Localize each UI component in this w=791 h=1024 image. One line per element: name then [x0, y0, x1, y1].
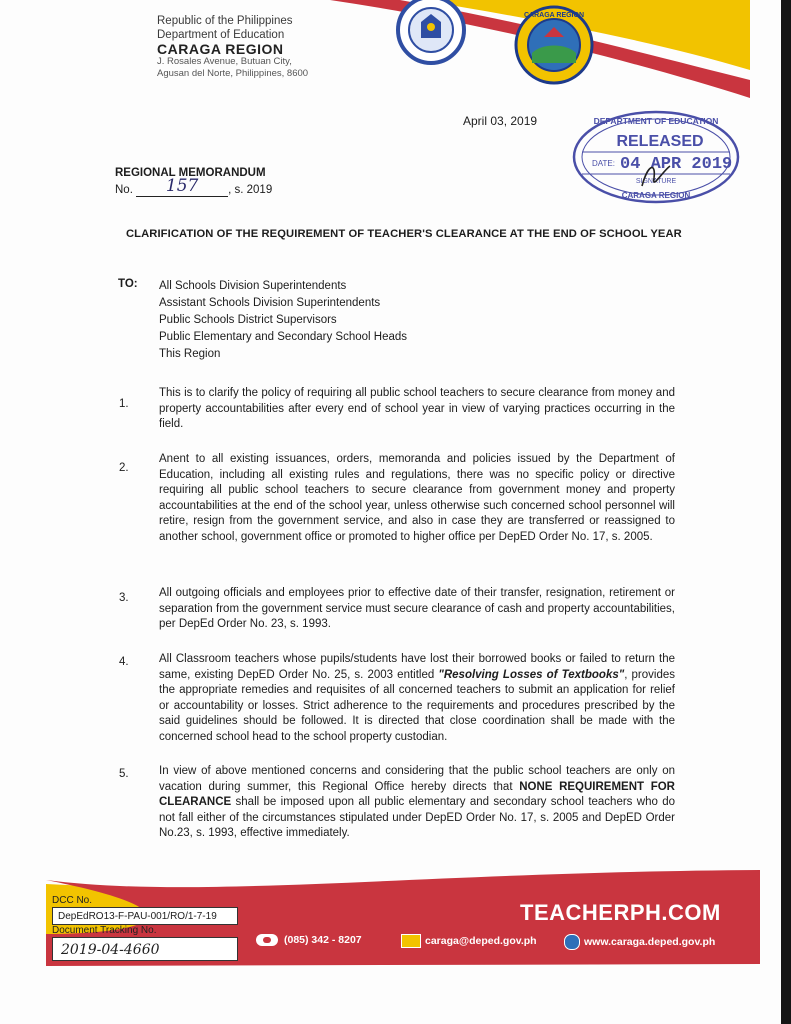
stamp-top-text: DEPARTMENT OF EDUCATION [593, 116, 719, 126]
memo-number-line [115, 176, 273, 199]
phone-number: (085) 342 - 8207 [284, 934, 362, 946]
mail-icon [401, 934, 421, 948]
paragraph-4 [159, 652, 675, 745]
letterhead-department: Department of Education [157, 29, 285, 41]
recipient-item: Assistant Schools Division Superintendents [159, 297, 381, 309]
letterhead-address-1: J. Rosales Avenue, Butuan City, [157, 56, 292, 67]
scan-edge-shadow [781, 0, 791, 1024]
memo-no-value: 157 [165, 176, 199, 196]
paragraph-number: 4. [119, 656, 129, 668]
phone-icon [256, 934, 278, 946]
paragraph-4-post: , provides the appropriate remedies and requisites of all concerned teachers to submit an application for relief or accountability or losses. Strict adherence to the requirements and procedures prescribed by the said guidelines should be followed. It is directed that close coordination shall be made with the concerned school head to the school property custodian. [159, 668, 675, 743]
website-contact [564, 934, 715, 950]
paragraph-2: Anent to all existing issuances, orders, memoranda and policies issued by the Department of Education, including all existing rules and regulations, there was no specific policy or directive requiring all public school teachers to secure clearance from government money and property accountabilities at the end of the school year, unless otherwise such concerned school personnel will retire, resign from the government service, and also in case they are transferred or reassigned to another school, government office or promoted to higher office per DepED Order No. 17, s. 2005. [159, 453, 675, 543]
paragraph-3: All outgoing officials and employees prior to effective date of their transfer, resignation, retirement or separation from the government service must secure clearance of cash and property accountabilities, per DepEd Order No. 23, s. 1993. [159, 587, 675, 630]
paragraph-5-post: shall be imposed upon all public elementary and secondary school teachers who do not fall either of the circumstances stipulated under DepED Order No. 17, s. 2005 and DepED Order No.23, s. 1993, effective immediately. [159, 796, 675, 839]
paragraph-number: 3. [119, 592, 129, 604]
memo-date: April 03, 2019 [463, 114, 538, 128]
watermark-brand: TEACHERPH.COM [520, 900, 721, 925]
email-contact [401, 934, 537, 948]
memo-series: , s. 2019 [228, 184, 273, 196]
recipient-item: Public Elementary and Secondary School Heads [159, 331, 408, 343]
paragraph-5 [159, 764, 675, 842]
memo-no-label: No. [115, 184, 133, 196]
stamp-status: RELEASED [616, 133, 704, 150]
stamp-bottom-text: CARAGA REGION [621, 191, 691, 200]
dcc-number: DepEdRO13-F-PAU-001/RO/1-7-19 [52, 907, 238, 925]
deped-seal [388, 0, 474, 68]
phone-contact [256, 934, 362, 946]
recipient-item: This Region [159, 348, 221, 360]
memo-title: REGIONAL MEMORANDUM [115, 167, 266, 179]
stamp-date-value: 04 APR 2019 [620, 155, 733, 174]
recipient-item: All Schools Division Superintendents [159, 280, 347, 292]
paragraph-number: 1. [119, 398, 129, 410]
letterhead-region: CARAGA REGION [157, 41, 284, 57]
paragraph-5-pre: In view of above mentioned concerns and considering that the public school teachers are only on vacation during summer, this Regional Office hereby directs that [159, 765, 675, 793]
none-requirement-emphasis: NONE REQUIREMENT FOR CLEARANCE [159, 780, 675, 808]
stamp-signature-label: SIGNATURE [635, 178, 677, 185]
letterhead-country: Republic of the Philippines [157, 15, 293, 27]
caraga-seal-text: CARAGA REGION [523, 12, 585, 19]
released-stamp [570, 108, 742, 206]
stamp-date-label: DATE: [592, 159, 615, 168]
recipient-item: Public Schools District Supervisors [159, 314, 337, 326]
paragraph-number: 2. [119, 462, 129, 474]
paragraph-number: 5. [119, 768, 129, 780]
to-label: TO: [118, 278, 138, 290]
paragraph-1: This is to clarify the policy of requiring all public school teachers to secure clearance from money and property accountabilities after every end of school year in view of varying practices occurring in the field. [159, 387, 675, 430]
memo-subject: CLARIFICATION OF THE REQUIREMENT OF TEACHER'S CLEARANCE AT THE END OF SCHOOL YEAR [126, 228, 682, 240]
caraga-region-seal [512, 5, 596, 85]
memo-number-block [115, 166, 272, 199]
paragraph-4-pre: All Classroom teachers whose pupils/students have lost their borrowed books or failed to return the same, existing DepED Order No. 25, s. 2003 entitled [159, 653, 675, 681]
website-url: www.caraga.deped.gov.ph [584, 935, 716, 948]
tracking-label: Document Tracking No. [52, 925, 157, 936]
letterhead [157, 14, 308, 80]
textbooks-order-title: "Resolving Losses of Textbooks" [438, 668, 625, 681]
letterhead-address-2: Agusan del Norte, Philippines, 8600 [157, 68, 309, 79]
tracking-number: 2019-04-4660 [52, 937, 238, 961]
recipient-list [159, 278, 407, 363]
email-address: caraga@deped.gov.ph [425, 934, 537, 947]
globe-icon [564, 934, 580, 950]
dcc-label: DCC No. [52, 895, 93, 906]
